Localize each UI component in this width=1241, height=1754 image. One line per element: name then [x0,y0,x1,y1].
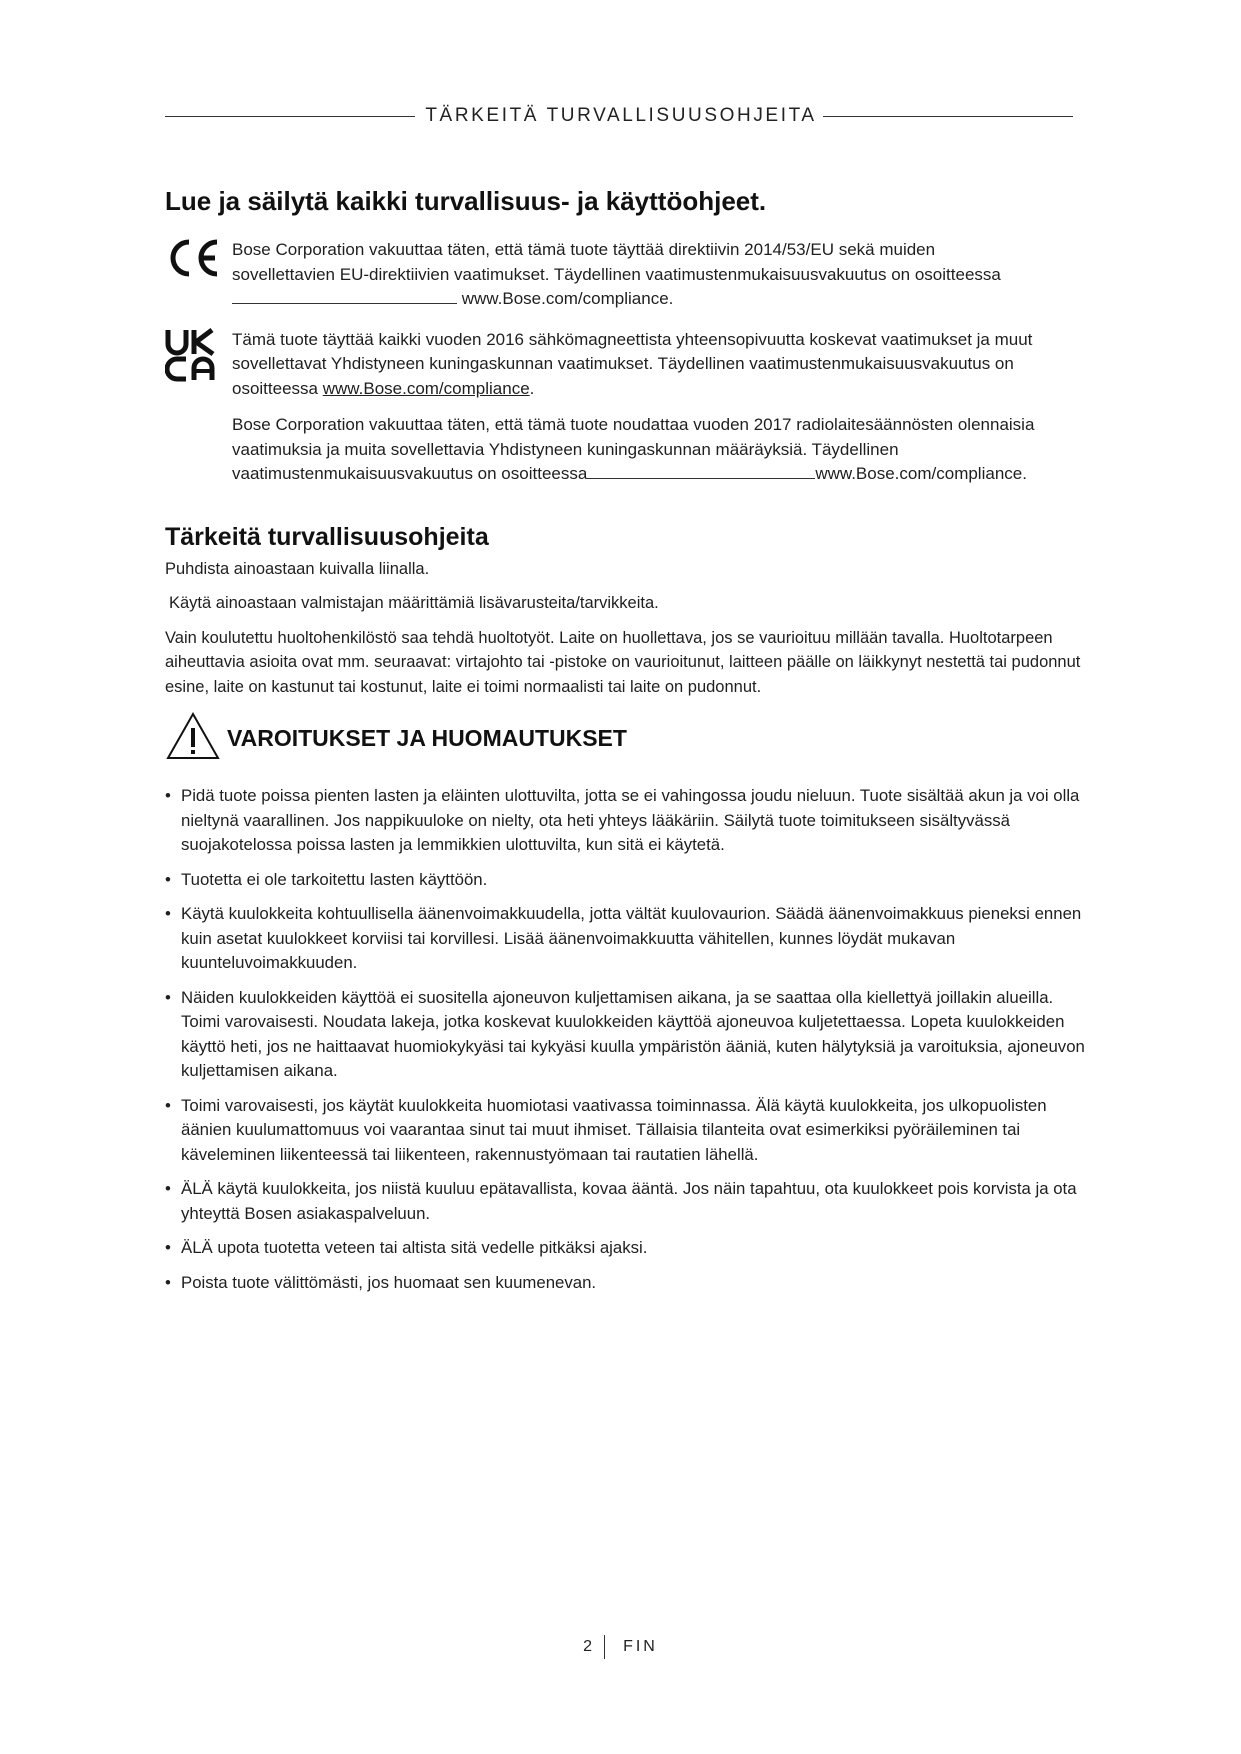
footer-divider [604,1635,605,1659]
warning-triangle-icon [165,711,221,766]
ce-text-line2: sovellettavien EU-direktiivien vaatimukset. Täydellinen vaatimustenmukaisuusvakuutus on osoitteessa [232,264,1001,284]
list-item: • Käytä kuulokkeita kohtuullisella äänenvoimakkuudella, jotta vältät kuulovaurion. Säädä äänenvoimakkuus pieneksi ennen kuin asetat kuulokkeet korviisi tai korvillesi. Lisää äänenvoimakkuutta vähitellen, kunnes löydät mukavan kuunteluvoimakkuuden. [165,904,1082,972]
page-number: 2 [583,1638,593,1655]
header-title: TÄRKEITÄ TURVALLISUUSOHJEITA [425,105,817,126]
ce-blank-line [232,287,457,304]
safety-paragraph-3: Vain koulutettu huoltohenkilöstö saa tehdä huoltotyöt. Laite on huollettava, jos se vaurioituu millään tavalla. Huoltotarpeen aiheuttavia asioita ovat mm. seuraavat: virtajohto tai -pistoke on vaurioitunut, laitteen päälle on läikkynyt nestettä tai pudonnut esine, laite on kastunut tai kostunut, laite ei toimi normaalisti tai laite on pudonnut. [165,628,1081,696]
ukca-text: Tämä tuote täyttää kaikki vuoden 2016 sähkömagneettista yhteensopivuutta koskevat vaatimukset ja muut sovellettavat Yhdistyneen kuningaskunnan vaatimukset. Täydellinen vaatimustenmukaisuusvakuutus on osoitteessa [232,329,1033,398]
list-item: • Poista tuote välittömästi, jos huomaat sen kuumenevan. [165,1272,597,1292]
ukca-declaration [165,328,1095,402]
header-line-left [165,116,415,117]
radio-url[interactable]: www.Bose.com/compliance. [815,464,1027,483]
list-item: • ÄLÄ upota tuotetta veteen tai altista sitä vedelle pitkäksi ajaksi. [165,1238,648,1257]
radio-declaration [232,413,1095,487]
warnings-list [165,784,1095,1295]
warnings-heading [165,711,1095,766]
ukca-mark-icon [165,328,232,382]
list-item: • Pidä tuote poissa pienten lasten ja eläinten ulottuvilta, jotta se ei vahingossa joudu nieluun. Tuote sisältää akun ja voi olla nieltynä vaarallinen. Jos nappikuuloke on nielty, ota heti yhteys lääkäriin. Säilytä tuote toimitukseen sisältyvässä suojakotelossa poissa lasten ja lemmikkien ulottuvilta, kun sitä ei käytetä. [165,786,1080,854]
radio-blank-line [587,462,815,479]
warnings-title: VAROITUKSET JA HUOMAUTUKSET [227,725,627,751]
list-item: • ÄLÄ käytä kuulokkeita, jos niistä kuuluu epätavallista, kovaa ääntä. Jos näin tapahtuu, ota kuulokkeet pois korvista ja ota yhteyttä Bosen asiakaspalveluun. [165,1179,1077,1223]
page-footer [0,1632,1241,1662]
radio-text: Bose Corporation vakuuttaa täten, että tämä tuote noudattaa vuoden 2017 radiolaitesäännösten olennaisia vaatimuksia ja muita sovellettavia Yhdistyneen kuningaskunnan määräyksiä. Täydellinen vaatimustenmukaisuusvakuutus on osoitteessa [232,415,1035,483]
page-content [165,184,1095,1305]
header-line-right [823,116,1073,117]
language-code: FIN [623,1638,658,1655]
ce-declaration [165,238,1095,312]
safety-section-title: Tärkeitä turvallisuusohjeita [165,522,489,551]
safety-paragraph-1: Puhdista ainoastaan kuivalla liinalla. [165,559,430,578]
safety-paragraph-2: Käytä ainoastaan valmistajan määrittämiä lisävarusteita/tarvikkeita. [169,594,659,612]
ce-text-line1: Bose Corporation vakuuttaa täten, että tämä tuote täyttää direktiivin 2014/53/EU sekä muiden [232,240,936,259]
header-rule [165,104,1073,128]
list-item: • Toimi varovaisesti, jos käytät kuulokkeita huomiotasi vaativassa toiminnassa. Älä käytä kuulokkeita, jos ulkopuolisten äänien kuulumattomuus voi vaarantaa sinut tai muut ihmiset. Tällaisia tilanteita ovat esimerkiksi pyöräileminen tai käveleminen liikenteessä tai liikenteen, rakennustyömaan tai rautatien lähellä. [165,1095,1047,1164]
ukca-url-suffix: . [529,378,535,398]
ukca-url[interactable]: www.Bose.com/compliance [322,378,530,398]
main-title: Lue ja säilytä kaikki turvallisuus- ja käyttöohjeet. [165,186,767,216]
ce-url[interactable]: www.Bose.com/compliance. [461,289,674,308]
list-item: • Tuotetta ei ole tarkoitettu lasten käyttöön. [165,869,488,889]
ce-mark-icon [165,238,232,278]
list-item: • Näiden kuulokkeiden käyttöä ei suositella ajoneuvon kuljettamisen aikana, ja se saattaa olla kiellettyä joillakin alueilla. Toimi varovaisesti. Noudata lakeja, jotka koskevat kuulokkeiden käyttöä ajoneuvoa kuljetettaessa. Lopeta kuulokkeiden käyttö heti, jos ne haittaavat huomiokykyäsi tai kykyäsi kuulla ympäristön ääniä, kuten hälytyksiä ja varoituksia, ajoneuvon kuljettamisen aikana. [165,987,1085,1080]
